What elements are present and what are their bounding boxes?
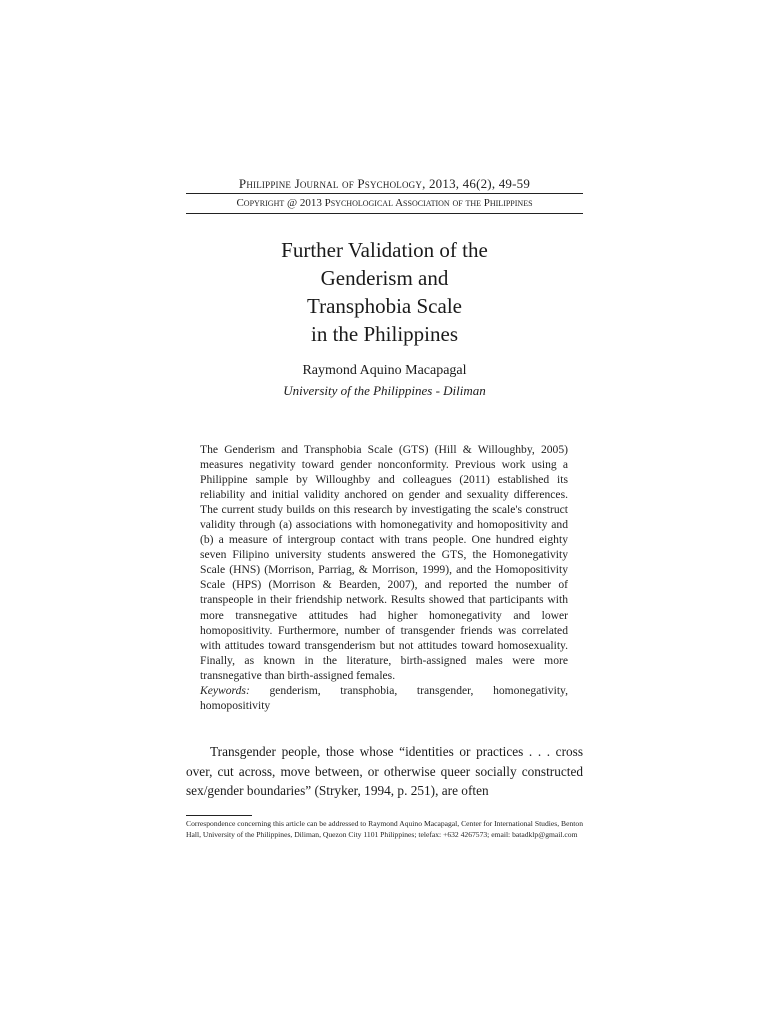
title-line: Further Validation of the	[281, 238, 488, 262]
article-title	[186, 236, 583, 348]
header-rule	[186, 193, 583, 194]
author-name: Raymond Aquino Macapagal	[302, 363, 467, 378]
author-affiliation: University of the Philippines - Diliman	[283, 383, 486, 398]
footnote-rule	[186, 815, 252, 816]
header-bottom-rule	[186, 213, 583, 214]
keywords-label: Keywords:	[200, 684, 250, 697]
abstract-text: The Genderism and Transphobia Scale (GTS) (Hill & Willoughby, 2005) measures negativity toward gender nonconformity. Previous work using a Philippine sample by Willoughby and colleagues (2011) established its reliability and initial validity anchored on gender and sexuality differences. The current study builds on this research by investigating the scale's construct validity through (a) associations with homonegativity and homopositivity and (b) a measure of intergroup contact with trans people. One hundred eighty seven Filipino university students answered the GTS, the Homonegativity Scale (HNS) (Morrison, Parriag, & Morrison, 1999), and the Homopositivity Scale (HPS) (Morrison & Bearden, 2007), and reported the number of transpeople in their friendship network. Results showed that participants with more transnegative attitudes had higher homonegativity and lower homopositivity. Furthermore, number of transgender friends was correlated with attitudes toward transgenderism but not attitudes toward homosexuality. Finally, as known in the literature, birth-assigned males were more transnegative than birth-assigned females.	[200, 443, 568, 682]
body-paragraph: Transgender people, those whose “identities or practices . . . cross over, cut across, move between, or otherwise queer socially constructed sex/gender boundaries” (Stryker, 1994, p. 251), are often	[186, 744, 583, 798]
title-line: in the Philippines	[311, 322, 458, 346]
copyright-notice: Copyright @ 2013 Psychological Association of the Philippines	[236, 197, 533, 209]
title-line: Transphobia Scale	[307, 294, 462, 318]
journal-citation: Philippine Journal of Psychology, 2013, 46(2), 49-59	[238, 176, 531, 191]
keywords	[200, 683, 568, 713]
journal-header	[186, 176, 583, 214]
keywords-list: genderism, transphobia, transgender, homonegativity, homopositivity	[200, 684, 568, 712]
title-line: Genderism and	[320, 266, 449, 290]
correspondence-footnote: Correspondence concerning this article can be addressed to Raymond Aquino Macapagal, Center for International Studies, Benton Hall, University of the Philippines, Diliman, Quezon City 1101 Philippines; telefax: +632 4267573; email: batadklp@gmail.com	[186, 819, 583, 840]
